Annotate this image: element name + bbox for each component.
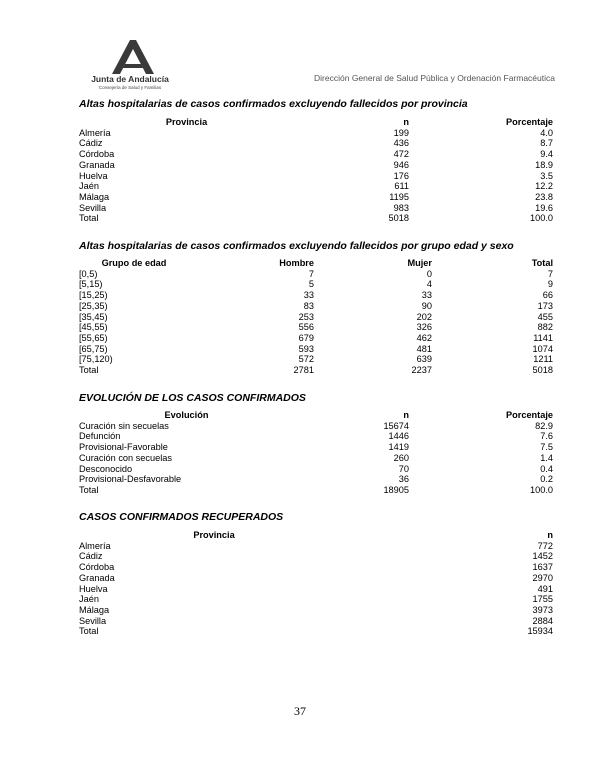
- cell-pct: 8.7: [540, 138, 553, 149]
- table-row: [79, 442, 553, 453]
- cell-hombre: 83: [303, 300, 314, 311]
- col-header-grupo-edad: Grupo de edad: [101, 258, 167, 268]
- section-title-altas-provincia: Altas hospitalarias de casos confirmados excluyendo fallecidos por provincia: [79, 98, 468, 110]
- cell-label: Granada: [79, 572, 115, 583]
- cell-n: 3973: [532, 604, 553, 615]
- table-row: [79, 312, 553, 323]
- table-row: [79, 551, 553, 562]
- table-row: [79, 279, 553, 290]
- cell-pct: 12.2: [535, 181, 553, 192]
- cell-label: [75,120): [79, 354, 113, 365]
- cell-hombre: 556: [298, 322, 314, 333]
- cell-label: Total: [79, 365, 99, 376]
- cell-total: 455: [537, 311, 553, 322]
- cell-n: 2884: [532, 615, 553, 626]
- cell-label: Curación sin secuelas: [79, 420, 169, 431]
- table-row: [79, 541, 553, 552]
- cell-n: 436: [393, 138, 409, 149]
- cell-n: 260: [393, 452, 409, 463]
- cell-mujer: 4: [426, 279, 432, 290]
- cell-label: [5,15): [79, 279, 103, 290]
- cell-total: 7: [547, 268, 553, 279]
- cell-mujer: 2237: [411, 365, 432, 376]
- table-row: [79, 149, 553, 160]
- cell-pct: 1.4: [540, 452, 553, 463]
- cell-pct: 23.8: [535, 191, 553, 202]
- cell-pct: 19.6: [535, 202, 553, 213]
- cell-mujer: 33: [421, 290, 432, 301]
- col-header-porcentaje: Porcentaje: [506, 410, 553, 420]
- cell-label: Almería: [79, 127, 111, 138]
- table-altas-edad-sexo: [79, 258, 553, 376]
- cell-n: 36: [398, 474, 409, 485]
- cell-label: [65,75): [79, 343, 108, 354]
- cell-n: 15934: [527, 626, 553, 637]
- cell-label: [0,5): [79, 268, 98, 279]
- cell-total: 173: [537, 300, 553, 311]
- cell-label: Almería: [79, 540, 111, 551]
- table-row: [79, 562, 553, 573]
- page-number: 37: [294, 704, 306, 718]
- cell-pct: 0.4: [540, 463, 553, 474]
- cell-label: Total: [79, 484, 99, 495]
- cell-mujer: 462: [416, 332, 432, 343]
- cell-label: Total: [79, 213, 99, 224]
- cell-label: Total: [79, 626, 99, 637]
- cell-pct: 82.9: [535, 420, 553, 431]
- table-header-row: [79, 530, 553, 541]
- table-row: [79, 322, 553, 333]
- table-row: [79, 453, 553, 464]
- cell-total: 66: [542, 290, 553, 301]
- cell-hombre: 253: [298, 311, 314, 322]
- cell-total: 1074: [532, 343, 553, 354]
- cell-n: 1419: [388, 442, 409, 453]
- cell-total: 882: [537, 322, 553, 333]
- cell-pct: 100.0: [530, 484, 553, 495]
- cell-pct: 7.6: [540, 431, 553, 442]
- col-header-provincia: Provincia: [165, 117, 208, 127]
- cell-label: Córdoba: [79, 149, 115, 160]
- table-row: [79, 573, 553, 584]
- logo-subtitle: Consejería de Salud y Familias: [98, 85, 162, 90]
- table-row: [79, 584, 553, 595]
- col-header-n: n: [547, 530, 553, 540]
- cell-hombre: 7: [308, 268, 314, 279]
- cell-label: Málaga: [79, 191, 110, 202]
- cell-hombre: 572: [298, 354, 314, 365]
- col-header-porcentaje: Porcentaje: [506, 117, 553, 127]
- cell-label: [45,55): [79, 322, 108, 333]
- cell-n: 2970: [532, 572, 553, 583]
- table-row: [79, 464, 553, 475]
- table-row: [79, 474, 553, 485]
- section-title-recuperados: CASOS CONFIRMADOS RECUPERADOS: [79, 511, 284, 523]
- cell-hombre: 2781: [293, 365, 314, 376]
- cell-hombre: 593: [298, 343, 314, 354]
- cell-pct: 0.2: [540, 474, 553, 485]
- cell-n: 772: [537, 540, 553, 551]
- table-altas-provincia: [79, 117, 553, 224]
- cell-label: Provisional-Desfavorable: [79, 474, 182, 485]
- cell-label: [25,35): [79, 300, 108, 311]
- section-title-altas-edad-sexo: Altas hospitalarias de casos confirmados excluyendo fallecidos por grupo edad y sexo: [79, 240, 514, 252]
- col-header-n: n: [403, 410, 409, 420]
- cell-label: [15,25): [79, 290, 108, 301]
- cell-n: 5018: [388, 213, 409, 224]
- col-header-n: n: [403, 117, 409, 127]
- cell-n: 1755: [532, 594, 553, 605]
- cell-pct: 100.0: [530, 213, 553, 224]
- cell-label: Jaén: [79, 594, 99, 605]
- cell-n: 176: [393, 170, 409, 181]
- table-row: [79, 269, 553, 280]
- cell-n: 70: [398, 463, 409, 474]
- table-row: [79, 344, 553, 355]
- cell-label: Huelva: [79, 170, 108, 181]
- col-header-provincia: Provincia: [193, 530, 235, 540]
- section-title-evolucion: EVOLUCIÓN DE LOS CASOS CONFIRMADOS: [79, 392, 306, 404]
- table-row: [79, 616, 553, 627]
- cell-pct: 3.5: [540, 170, 553, 181]
- table-header-row: [79, 258, 553, 269]
- cell-total: 5018: [532, 365, 553, 376]
- table-row-total: [79, 626, 553, 637]
- table-row: [79, 203, 553, 214]
- table-row: [79, 354, 553, 365]
- cell-mujer: 481: [416, 343, 432, 354]
- cell-n: 1637: [532, 562, 553, 573]
- table-recuperados: [79, 530, 553, 637]
- cell-n: 18905: [383, 484, 409, 495]
- cell-mujer: 202: [416, 311, 432, 322]
- cell-mujer: 90: [421, 300, 432, 311]
- cell-total: 1211: [533, 354, 553, 365]
- table-row: [79, 421, 553, 432]
- table-row-total: [79, 365, 553, 376]
- cell-label: Provisional-Favorable: [79, 442, 168, 453]
- table-row: [79, 301, 553, 312]
- cell-label: Jaén: [79, 181, 99, 192]
- cell-pct: 4.0: [540, 127, 553, 138]
- table-row: [79, 138, 553, 149]
- table-row: [79, 431, 553, 442]
- cell-pct: 7.5: [540, 442, 553, 453]
- cell-label: Sevilla: [79, 202, 107, 213]
- cell-n: 472: [393, 149, 409, 160]
- cell-mujer: 326: [416, 322, 432, 333]
- cell-label: [35,45): [79, 311, 108, 322]
- table-row: [79, 128, 553, 139]
- cell-label: Cádiz: [79, 138, 103, 149]
- table-header-row: [79, 410, 553, 421]
- col-header-hombre: Hombre: [279, 258, 314, 268]
- table-row-total: [79, 213, 553, 224]
- junta-logo-icon: [103, 40, 157, 74]
- cell-label: Sevilla: [79, 615, 107, 626]
- cell-total: 1141: [533, 332, 553, 343]
- cell-label: Desconocido: [79, 463, 133, 474]
- table-row: [79, 192, 553, 203]
- cell-hombre: 33: [303, 290, 314, 301]
- cell-n: 1446: [388, 431, 409, 442]
- table-row: [79, 181, 553, 192]
- table-row: [79, 160, 553, 171]
- table-row: [79, 290, 553, 301]
- table-row: [79, 594, 553, 605]
- logo: [91, 40, 169, 95]
- table-row: [79, 171, 553, 182]
- cell-n: 199: [393, 127, 409, 138]
- cell-label: Curación con secuelas: [79, 452, 172, 463]
- table-row-total: [79, 485, 553, 496]
- table-row: [79, 333, 553, 344]
- cell-hombre: 5: [308, 279, 314, 290]
- cell-n: 983: [393, 202, 409, 213]
- cell-label: Cádiz: [79, 551, 103, 562]
- cell-label: Málaga: [79, 604, 110, 615]
- cell-label: Defunción: [79, 431, 121, 442]
- cell-n: 946: [393, 159, 409, 170]
- cell-pct: 18.9: [535, 159, 553, 170]
- cell-n: 15674: [383, 420, 409, 431]
- header-department: Dirección General de Salud Pública y Ordenación Farmacéutica: [314, 73, 555, 83]
- cell-label: Granada: [79, 159, 115, 170]
- logo-name: Junta de Andalucía: [91, 74, 169, 84]
- cell-pct: 9.4: [540, 149, 553, 160]
- cell-n: 1452: [532, 551, 553, 562]
- cell-n: 611: [394, 181, 409, 192]
- cell-mujer: 0: [426, 268, 432, 279]
- cell-n: 1195: [389, 191, 409, 202]
- table-evolucion: [79, 410, 553, 496]
- cell-total: 9: [547, 279, 553, 290]
- cell-label: [55,65): [79, 332, 108, 343]
- cell-hombre: 679: [298, 332, 314, 343]
- cell-mujer: 639: [416, 354, 432, 365]
- table-row: [79, 605, 553, 616]
- cell-n: 491: [537, 583, 553, 594]
- table-header-row: [79, 117, 553, 128]
- col-header-evolucion: Evolución: [164, 410, 209, 420]
- cell-label: Huelva: [79, 583, 108, 594]
- cell-label: Córdoba: [79, 562, 115, 573]
- col-header-total: Total: [531, 258, 553, 268]
- col-header-mujer: Mujer: [407, 258, 432, 268]
